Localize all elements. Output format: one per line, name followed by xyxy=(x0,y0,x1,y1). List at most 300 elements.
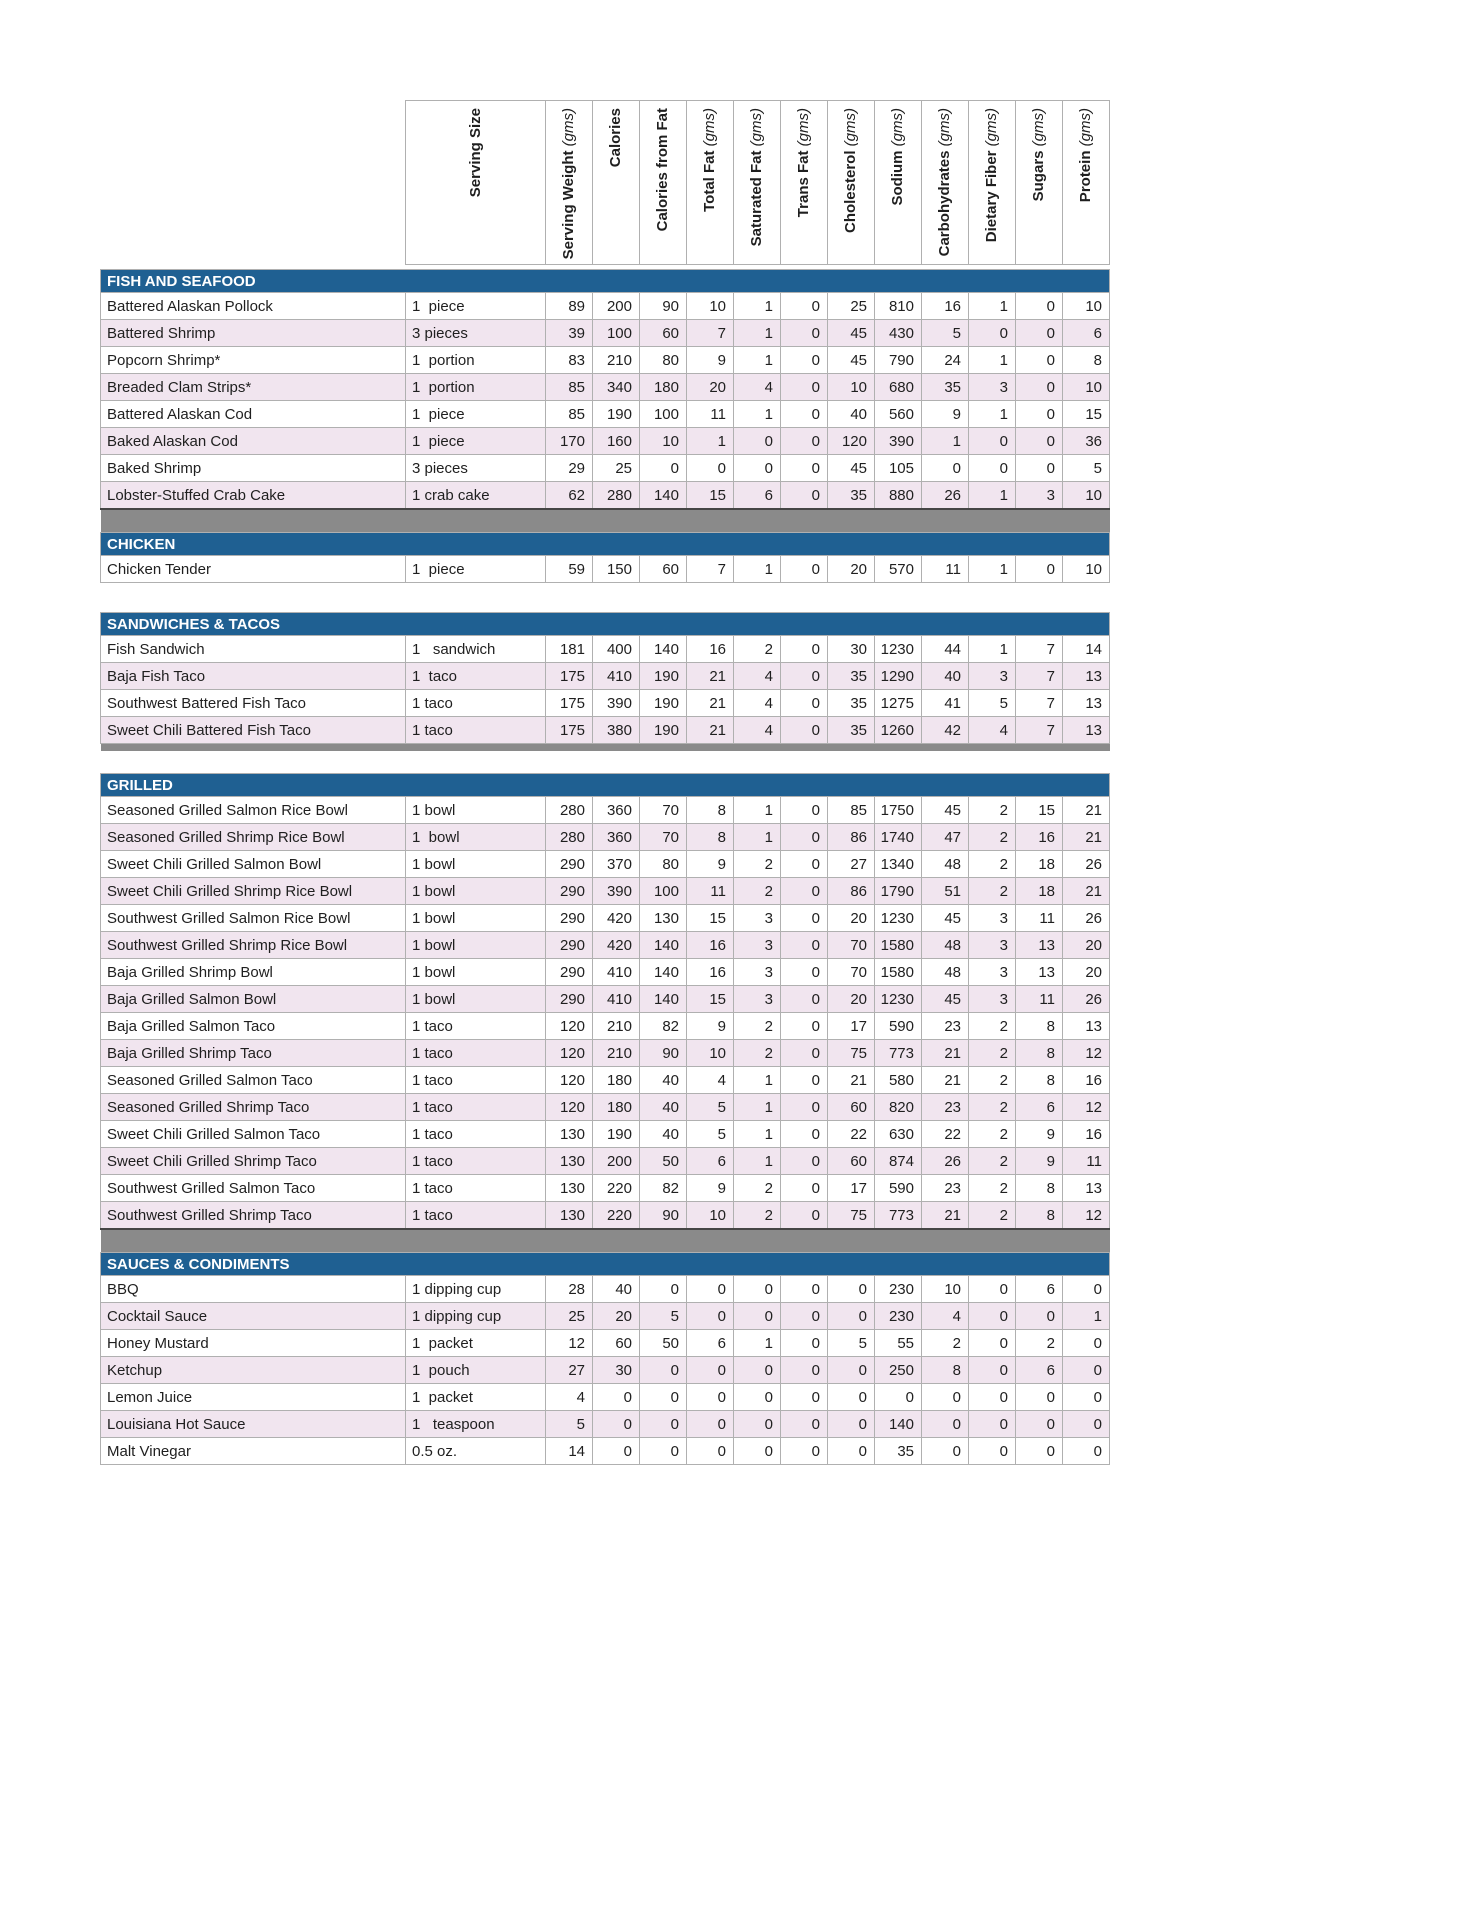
value-calories: 190 xyxy=(593,1121,640,1148)
value-calories-from-fat: 82 xyxy=(640,1175,687,1202)
item-row-cocktail-sauce xyxy=(101,1303,1110,1330)
column-header-label: Serving Weight (gms) xyxy=(560,108,578,260)
value-cholesterol: 0 xyxy=(828,1357,875,1384)
value-saturated-fat: 1 xyxy=(734,1330,781,1357)
value-total-fat: 9 xyxy=(687,347,734,374)
item-name: Fish Sandwich xyxy=(101,636,406,663)
value-total-fat: 10 xyxy=(687,1202,734,1229)
value-calories: 30 xyxy=(593,1357,640,1384)
value-serving-weight: 175 xyxy=(546,663,593,690)
value-saturated-fat: 2 xyxy=(734,1202,781,1229)
value-calories-from-fat: 190 xyxy=(640,690,687,717)
value-trans-fat: 0 xyxy=(781,428,828,455)
value-sodium: 1275 xyxy=(875,690,922,717)
value-sugars: 2 xyxy=(1016,1330,1063,1357)
value-carbohydrates: 41 xyxy=(922,690,969,717)
item-name: Seasoned Grilled Shrimp Taco xyxy=(101,1094,406,1121)
value-calories-from-fat: 130 xyxy=(640,905,687,932)
serving-size: 1 taco xyxy=(406,1202,546,1229)
value-trans-fat: 0 xyxy=(781,986,828,1013)
value-dietary-fiber: 2 xyxy=(969,1121,1016,1148)
value-protein: 10 xyxy=(1063,556,1110,583)
value-sugars: 8 xyxy=(1016,1202,1063,1229)
section-header-fish-and-seafood: FISH AND SEAFOOD xyxy=(101,270,1110,293)
value-sugars: 16 xyxy=(1016,824,1063,851)
value-cholesterol: 22 xyxy=(828,1121,875,1148)
value-saturated-fat: 4 xyxy=(734,374,781,401)
value-saturated-fat: 1 xyxy=(734,293,781,320)
value-trans-fat: 0 xyxy=(781,1121,828,1148)
value-protein: 8 xyxy=(1063,347,1110,374)
value-calories-from-fat: 40 xyxy=(640,1094,687,1121)
value-saturated-fat: 0 xyxy=(734,1276,781,1303)
value-saturated-fat: 4 xyxy=(734,717,781,744)
value-total-fat: 9 xyxy=(687,851,734,878)
value-cholesterol: 35 xyxy=(828,690,875,717)
item-row-sweet-chili-battered-fish-taco xyxy=(101,717,1110,744)
value-trans-fat: 0 xyxy=(781,1040,828,1067)
value-calories: 410 xyxy=(593,663,640,690)
value-calories-from-fat: 70 xyxy=(640,824,687,851)
value-sugars: 8 xyxy=(1016,1067,1063,1094)
value-calories-from-fat: 40 xyxy=(640,1121,687,1148)
column-header-label: Serving Size xyxy=(466,108,484,198)
value-sodium: 570 xyxy=(875,556,922,583)
value-dietary-fiber: 2 xyxy=(969,1040,1016,1067)
value-serving-weight: 290 xyxy=(546,878,593,905)
value-calories-from-fat: 0 xyxy=(640,1438,687,1465)
value-carbohydrates: 47 xyxy=(922,824,969,851)
value-carbohydrates: 0 xyxy=(922,1411,969,1438)
value-cholesterol: 86 xyxy=(828,824,875,851)
value-calories: 190 xyxy=(593,401,640,428)
value-serving-weight: 280 xyxy=(546,824,593,851)
serving-size: 1 taco xyxy=(406,690,546,717)
serving-size: 0.5 oz. xyxy=(406,1438,546,1465)
value-serving-weight: 29 xyxy=(546,455,593,482)
value-sodium: 1740 xyxy=(875,824,922,851)
value-total-fat: 15 xyxy=(687,905,734,932)
column-header-sodium xyxy=(875,101,922,265)
serving-size: 1 pouch xyxy=(406,1357,546,1384)
value-calories: 420 xyxy=(593,905,640,932)
item-row-southwest-battered-fish-taco xyxy=(101,690,1110,717)
value-saturated-fat: 1 xyxy=(734,797,781,824)
item-name: Baked Shrimp xyxy=(101,455,406,482)
value-total-fat: 16 xyxy=(687,932,734,959)
serving-size: 1 taco xyxy=(406,1148,546,1175)
item-name: Sweet Chili Grilled Shrimp Taco xyxy=(101,1148,406,1175)
value-calories-from-fat: 140 xyxy=(640,636,687,663)
serving-size: 1 taco xyxy=(406,717,546,744)
item-name: Malt Vinegar xyxy=(101,1438,406,1465)
nutrition-table xyxy=(100,100,1110,1465)
value-cholesterol: 60 xyxy=(828,1094,875,1121)
value-saturated-fat: 1 xyxy=(734,556,781,583)
value-sugars: 9 xyxy=(1016,1148,1063,1175)
value-trans-fat: 0 xyxy=(781,347,828,374)
item-name: Chicken Tender xyxy=(101,556,406,583)
value-cholesterol: 20 xyxy=(828,905,875,932)
serving-size: 1 teaspoon xyxy=(406,1411,546,1438)
value-sodium: 1580 xyxy=(875,959,922,986)
serving-size: 1 taco xyxy=(406,1013,546,1040)
item-row-baja-grilled-salmon-bowl xyxy=(101,986,1110,1013)
item-row-ketchup xyxy=(101,1357,1110,1384)
value-dietary-fiber: 0 xyxy=(969,320,1016,347)
value-serving-weight: 290 xyxy=(546,959,593,986)
value-serving-weight: 25 xyxy=(546,1303,593,1330)
value-serving-weight: 130 xyxy=(546,1175,593,1202)
value-total-fat: 21 xyxy=(687,690,734,717)
value-sugars: 7 xyxy=(1016,663,1063,690)
value-carbohydrates: 45 xyxy=(922,905,969,932)
item-name: Baja Grilled Shrimp Taco xyxy=(101,1040,406,1067)
value-sodium: 590 xyxy=(875,1175,922,1202)
value-dietary-fiber: 0 xyxy=(969,1438,1016,1465)
value-dietary-fiber: 2 xyxy=(969,1148,1016,1175)
serving-size: 1 taco xyxy=(406,1175,546,1202)
item-name: Battered Shrimp xyxy=(101,320,406,347)
value-total-fat: 6 xyxy=(687,1148,734,1175)
section-header-grilled: GRILLED xyxy=(101,774,1110,797)
value-calories: 360 xyxy=(593,797,640,824)
value-carbohydrates: 10 xyxy=(922,1276,969,1303)
value-dietary-fiber: 3 xyxy=(969,986,1016,1013)
item-name: Sweet Chili Grilled Salmon Bowl xyxy=(101,851,406,878)
value-sugars: 11 xyxy=(1016,986,1063,1013)
value-calories-from-fat: 90 xyxy=(640,293,687,320)
value-dietary-fiber: 2 xyxy=(969,824,1016,851)
value-dietary-fiber: 2 xyxy=(969,1202,1016,1229)
value-serving-weight: 120 xyxy=(546,1094,593,1121)
item-row-baked-alaskan-cod xyxy=(101,428,1110,455)
column-header-label: Sodium (gms) xyxy=(889,108,907,206)
value-serving-weight: 5 xyxy=(546,1411,593,1438)
item-row-louisiana-hot-sauce xyxy=(101,1411,1110,1438)
value-protein: 10 xyxy=(1063,482,1110,509)
value-calories: 150 xyxy=(593,556,640,583)
item-column-header-blank xyxy=(101,101,406,265)
value-cholesterol: 70 xyxy=(828,959,875,986)
value-protein: 21 xyxy=(1063,824,1110,851)
item-row-bbq xyxy=(101,1276,1110,1303)
value-dietary-fiber: 1 xyxy=(969,636,1016,663)
value-carbohydrates: 48 xyxy=(922,851,969,878)
value-calories-from-fat: 190 xyxy=(640,663,687,690)
serving-size: 1 crab cake xyxy=(406,482,546,509)
value-dietary-fiber: 0 xyxy=(969,1303,1016,1330)
value-cholesterol: 0 xyxy=(828,1411,875,1438)
column-header-label: Protein (gms) xyxy=(1077,108,1095,203)
value-carbohydrates: 23 xyxy=(922,1013,969,1040)
serving-size: 1 portion xyxy=(406,347,546,374)
value-calories-from-fat: 70 xyxy=(640,797,687,824)
value-dietary-fiber: 4 xyxy=(969,717,1016,744)
item-name: Sweet Chili Battered Fish Taco xyxy=(101,717,406,744)
value-trans-fat: 0 xyxy=(781,1175,828,1202)
section-separator-thin-row xyxy=(101,744,1110,751)
value-dietary-fiber: 2 xyxy=(969,1175,1016,1202)
item-row-sweet-chili-grilled-salmon-taco xyxy=(101,1121,1110,1148)
value-carbohydrates: 21 xyxy=(922,1040,969,1067)
item-name: Baja Grilled Salmon Bowl xyxy=(101,986,406,1013)
section-separator xyxy=(101,1229,1110,1253)
value-cholesterol: 35 xyxy=(828,663,875,690)
item-row-southwest-grilled-shrimp-taco xyxy=(101,1202,1110,1229)
column-header-trans-fat xyxy=(781,101,828,265)
value-dietary-fiber: 1 xyxy=(969,401,1016,428)
column-header-protein xyxy=(1063,101,1110,265)
value-calories-from-fat: 0 xyxy=(640,1411,687,1438)
value-dietary-fiber: 1 xyxy=(969,482,1016,509)
value-sugars: 11 xyxy=(1016,905,1063,932)
value-total-fat: 0 xyxy=(687,1384,734,1411)
column-header-calories-from-fat xyxy=(640,101,687,265)
section-header-row xyxy=(101,533,1110,556)
item-row-baja-fish-taco xyxy=(101,663,1110,690)
item-name: Louisiana Hot Sauce xyxy=(101,1411,406,1438)
value-total-fat: 8 xyxy=(687,824,734,851)
value-saturated-fat: 0 xyxy=(734,1357,781,1384)
serving-size: 1 bowl xyxy=(406,986,546,1013)
serving-size: 1 bowl xyxy=(406,824,546,851)
value-trans-fat: 0 xyxy=(781,1384,828,1411)
item-name: Baja Grilled Salmon Taco xyxy=(101,1013,406,1040)
value-sugars: 7 xyxy=(1016,717,1063,744)
item-name: Southwest Grilled Shrimp Taco xyxy=(101,1202,406,1229)
section-gap xyxy=(101,583,1110,613)
value-total-fat: 15 xyxy=(687,482,734,509)
value-saturated-fat: 1 xyxy=(734,1094,781,1121)
value-trans-fat: 0 xyxy=(781,851,828,878)
value-dietary-fiber: 2 xyxy=(969,1094,1016,1121)
value-calories: 200 xyxy=(593,1148,640,1175)
column-header-serving-weight xyxy=(546,101,593,265)
value-calories: 220 xyxy=(593,1202,640,1229)
value-sodium: 390 xyxy=(875,428,922,455)
value-sugars: 7 xyxy=(1016,636,1063,663)
value-serving-weight: 62 xyxy=(546,482,593,509)
value-trans-fat: 0 xyxy=(781,878,828,905)
item-name: Battered Alaskan Cod xyxy=(101,401,406,428)
value-carbohydrates: 22 xyxy=(922,1121,969,1148)
value-serving-weight: 290 xyxy=(546,986,593,1013)
section-header-sandwiches-tacos: SANDWICHES & TACOS xyxy=(101,613,1110,636)
section-header-chicken: CHICKEN xyxy=(101,533,1110,556)
value-dietary-fiber: 1 xyxy=(969,556,1016,583)
value-cholesterol: 45 xyxy=(828,455,875,482)
value-calories: 25 xyxy=(593,455,640,482)
value-serving-weight: 14 xyxy=(546,1438,593,1465)
value-cholesterol: 40 xyxy=(828,401,875,428)
value-calories-from-fat: 0 xyxy=(640,455,687,482)
item-row-seasoned-grilled-shrimp-taco xyxy=(101,1094,1110,1121)
column-header-label: Sugars (gms) xyxy=(1030,108,1048,202)
value-calories: 40 xyxy=(593,1276,640,1303)
value-calories: 180 xyxy=(593,1067,640,1094)
value-calories: 100 xyxy=(593,320,640,347)
column-header-saturated-fat xyxy=(734,101,781,265)
value-dietary-fiber: 5 xyxy=(969,690,1016,717)
value-protein: 0 xyxy=(1063,1357,1110,1384)
value-trans-fat: 0 xyxy=(781,1303,828,1330)
item-row-baked-shrimp xyxy=(101,455,1110,482)
value-sugars: 0 xyxy=(1016,1438,1063,1465)
item-name: Southwest Grilled Salmon Taco xyxy=(101,1175,406,1202)
item-row-sweet-chili-grilled-salmon-bowl xyxy=(101,851,1110,878)
value-serving-weight: 280 xyxy=(546,797,593,824)
item-name: Popcorn Shrimp* xyxy=(101,347,406,374)
value-sugars: 18 xyxy=(1016,851,1063,878)
serving-size: 1 bowl xyxy=(406,878,546,905)
value-serving-weight: 85 xyxy=(546,374,593,401)
serving-size: 1 bowl xyxy=(406,851,546,878)
section-gap-row xyxy=(101,583,1110,613)
serving-size: 1 bowl xyxy=(406,932,546,959)
value-trans-fat: 0 xyxy=(781,636,828,663)
item-row-malt-vinegar xyxy=(101,1438,1110,1465)
value-saturated-fat: 0 xyxy=(734,1411,781,1438)
column-header-label: Calories from Fat xyxy=(654,108,672,232)
value-sugars: 0 xyxy=(1016,455,1063,482)
value-sodium: 874 xyxy=(875,1148,922,1175)
value-serving-weight: 181 xyxy=(546,636,593,663)
item-name: Seasoned Grilled Salmon Taco xyxy=(101,1067,406,1094)
value-sugars: 0 xyxy=(1016,293,1063,320)
serving-size: 1 piece xyxy=(406,428,546,455)
value-trans-fat: 0 xyxy=(781,959,828,986)
value-total-fat: 5 xyxy=(687,1094,734,1121)
section-gap-row xyxy=(101,751,1110,774)
serving-size: 1 packet xyxy=(406,1384,546,1411)
value-cholesterol: 70 xyxy=(828,932,875,959)
value-protein: 21 xyxy=(1063,797,1110,824)
value-carbohydrates: 48 xyxy=(922,959,969,986)
value-total-fat: 10 xyxy=(687,293,734,320)
value-saturated-fat: 3 xyxy=(734,932,781,959)
value-calories: 280 xyxy=(593,482,640,509)
value-total-fat: 20 xyxy=(687,374,734,401)
value-calories: 220 xyxy=(593,1175,640,1202)
value-carbohydrates: 40 xyxy=(922,663,969,690)
item-row-seasoned-grilled-shrimp-rice-bowl xyxy=(101,824,1110,851)
value-total-fat: 7 xyxy=(687,320,734,347)
value-sodium: 140 xyxy=(875,1411,922,1438)
value-protein: 0 xyxy=(1063,1330,1110,1357)
item-row-chicken-tender xyxy=(101,556,1110,583)
table-body xyxy=(101,265,1110,1465)
value-calories: 410 xyxy=(593,959,640,986)
value-protein: 13 xyxy=(1063,1013,1110,1040)
value-dietary-fiber: 1 xyxy=(969,293,1016,320)
section-separator-thin xyxy=(101,744,1110,751)
value-total-fat: 0 xyxy=(687,1357,734,1384)
value-sugars: 0 xyxy=(1016,1411,1063,1438)
value-cholesterol: 60 xyxy=(828,1148,875,1175)
item-name: Baked Alaskan Cod xyxy=(101,428,406,455)
value-protein: 10 xyxy=(1063,293,1110,320)
value-sodium: 230 xyxy=(875,1276,922,1303)
value-saturated-fat: 2 xyxy=(734,636,781,663)
value-trans-fat: 0 xyxy=(781,482,828,509)
item-row-lobster-stuffed-crab-cake xyxy=(101,482,1110,509)
value-calories: 210 xyxy=(593,1040,640,1067)
value-serving-weight: 83 xyxy=(546,347,593,374)
value-trans-fat: 0 xyxy=(781,690,828,717)
value-carbohydrates: 0 xyxy=(922,1384,969,1411)
item-name: BBQ xyxy=(101,1276,406,1303)
value-sodium: 680 xyxy=(875,374,922,401)
column-header-label: Cholesterol (gms) xyxy=(842,108,860,234)
value-carbohydrates: 45 xyxy=(922,797,969,824)
value-serving-weight: 130 xyxy=(546,1148,593,1175)
value-protein: 12 xyxy=(1063,1040,1110,1067)
value-sodium: 560 xyxy=(875,401,922,428)
item-row-baja-grilled-shrimp-bowl xyxy=(101,959,1110,986)
value-total-fat: 11 xyxy=(687,401,734,428)
value-dietary-fiber: 2 xyxy=(969,878,1016,905)
value-saturated-fat: 2 xyxy=(734,878,781,905)
value-calories: 210 xyxy=(593,1013,640,1040)
value-dietary-fiber: 3 xyxy=(969,905,1016,932)
value-protein: 16 xyxy=(1063,1121,1110,1148)
value-saturated-fat: 3 xyxy=(734,959,781,986)
value-sodium: 1230 xyxy=(875,986,922,1013)
item-name: Seasoned Grilled Shrimp Rice Bowl xyxy=(101,824,406,851)
value-calories: 370 xyxy=(593,851,640,878)
value-saturated-fat: 3 xyxy=(734,986,781,1013)
value-total-fat: 9 xyxy=(687,1013,734,1040)
value-carbohydrates: 26 xyxy=(922,482,969,509)
value-dietary-fiber: 1 xyxy=(969,347,1016,374)
item-row-honey-mustard xyxy=(101,1330,1110,1357)
item-row-lemon-juice xyxy=(101,1384,1110,1411)
value-carbohydrates: 11 xyxy=(922,556,969,583)
value-serving-weight: 4 xyxy=(546,1384,593,1411)
serving-size: 1 packet xyxy=(406,1330,546,1357)
value-calories-from-fat: 82 xyxy=(640,1013,687,1040)
value-calories-from-fat: 0 xyxy=(640,1384,687,1411)
value-calories-from-fat: 180 xyxy=(640,374,687,401)
value-sugars: 15 xyxy=(1016,797,1063,824)
value-cholesterol: 20 xyxy=(828,556,875,583)
column-header-serving-size xyxy=(406,101,546,265)
value-carbohydrates: 24 xyxy=(922,347,969,374)
value-sodium: 1260 xyxy=(875,717,922,744)
value-calories-from-fat: 5 xyxy=(640,1303,687,1330)
value-trans-fat: 0 xyxy=(781,1202,828,1229)
value-trans-fat: 0 xyxy=(781,401,828,428)
value-sugars: 0 xyxy=(1016,347,1063,374)
value-dietary-fiber: 3 xyxy=(969,374,1016,401)
value-sugars: 0 xyxy=(1016,1303,1063,1330)
item-name: Battered Alaskan Pollock xyxy=(101,293,406,320)
value-calories-from-fat: 140 xyxy=(640,932,687,959)
value-saturated-fat: 2 xyxy=(734,1175,781,1202)
value-protein: 14 xyxy=(1063,636,1110,663)
value-trans-fat: 0 xyxy=(781,320,828,347)
value-carbohydrates: 21 xyxy=(922,1067,969,1094)
value-calories: 380 xyxy=(593,717,640,744)
value-carbohydrates: 9 xyxy=(922,401,969,428)
value-calories-from-fat: 80 xyxy=(640,347,687,374)
value-protein: 12 xyxy=(1063,1202,1110,1229)
value-calories-from-fat: 60 xyxy=(640,556,687,583)
value-protein: 21 xyxy=(1063,878,1110,905)
value-sugars: 0 xyxy=(1016,374,1063,401)
value-protein: 1 xyxy=(1063,1303,1110,1330)
